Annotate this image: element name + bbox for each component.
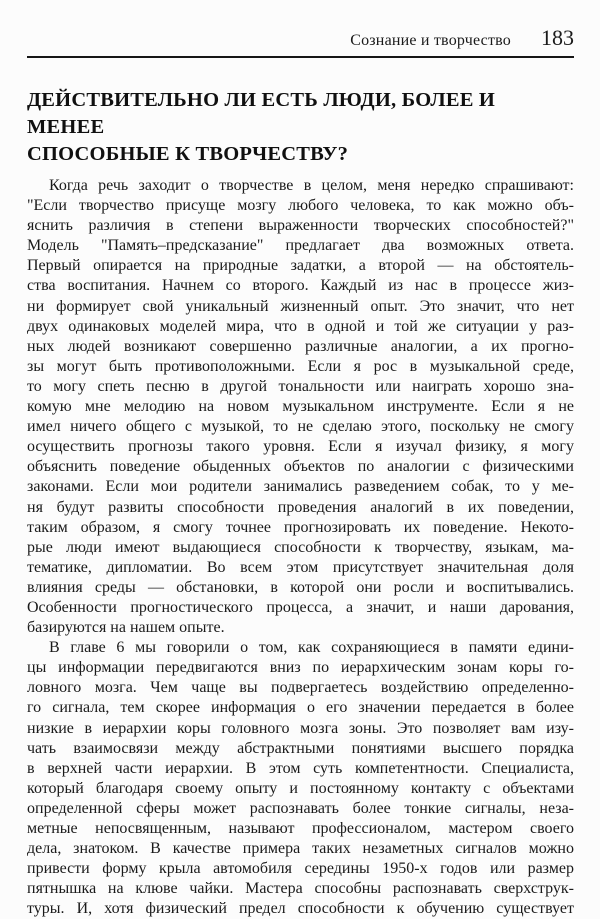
text-line: Первый опирается на природные задатки, а второй — на обстоятель- [27,257,574,275]
text-line: дела, знатоком. В качестве примера таких незаметных сигналов можно [27,840,574,858]
text-line: объяснить поведение обыденных объектов по аналогии с физическими [27,458,574,476]
text-line: законами. Если мои родители занимались разведением собак, то у ме- [27,478,574,496]
text-line: яснить различия в степени выраженности творческих способностей?" [27,217,574,235]
text-line: двух одинаковых моделей мира, что в одной и той же ситуации у раз- [27,317,574,335]
text-line: имел ничего общего с музыкой, то не сделаю этого, поскольку не смогу [27,418,574,436]
text-line: го сигнала, тем скорее информация о его значении передается в более [27,699,574,717]
text-line: таким образом, я смогу точнее прогнозировать их поведение. Некото- [27,518,574,536]
text-line: тематике, дипломатии. Во всем этом присутствует значительная доля [27,558,574,576]
text-line: цы информации передвигаются вниз по иерархическим зонам коры го- [27,659,574,677]
text-line: низкие в иерархии коры головного мозга зоны. Это позволяет вам изу- [27,719,574,737]
text-line: метные непосвященным, называют профессионалом, мастером своего [27,820,574,837]
text-line: ства воспитания. Начнем со второго. Каждый из нас в процессе жиз- [27,277,574,295]
text-line: привести форму крыла автомобиля середины 1950-х годов или размер [27,860,574,878]
body-text [27,176,574,919]
text-line: пятнышка на клюве чайки. Мастера способны распознавать сверхструк- [27,880,574,898]
text-line: комую мне мелодию на новом музыкальном инструменте. Если я не [27,398,574,416]
text-line: ловного мозга. Чем чаще вы подвергаетесь воздействию определенно- [27,679,574,697]
text-line: В главе 6 мы говорили о том, как сохраняющиеся в памяти едини- [49,639,574,657]
text-line: ни формирует свой уникальный жизненный опыт. Это значит, что нет [27,297,574,315]
running-title: Сознание и творчество [350,32,511,49]
text-line: то могу спеть песню в другой тональности или наиграть хорошо зна- [27,377,574,395]
text-line: определенной сферы может распознавать более тонкие сигналы, неза- [27,799,574,817]
text-line: в верхней части иерархии. В этом суть компетентности. Специалиста, [27,759,574,777]
text-line: туры. И, хотя физический предел способности к обучению существует [27,900,574,918]
section-heading [27,87,574,168]
text-line: ных людей возникают совершенно различные аналогии, а их прогно- [27,337,574,355]
heading-line: ДЕЙСТВИТЕЛЬНО ЛИ ЕСТЬ ЛЮДИ, БОЛЕЕ И МЕНЕЕ [27,89,496,138]
heading-line: СПОСОБНЫЕ К ТВОРЧЕСТВУ? [27,143,349,165]
text-line: зы могут быть противоположными. Если я рос в музыкальной среде, [27,357,574,375]
text-line: чать взаимосвязи между абстрактными понятиями высшего порядка [27,739,574,757]
page-number: 183 [541,25,574,50]
text-line: "Если творчество присуще мозгу любого человека, то как можно объ- [27,197,574,215]
header-rule [27,56,574,58]
text-line: Когда речь заходит о творчестве в целом, меня нередко спрашивают: [49,177,574,194]
text-line: базируются на нашем опыте. [27,619,225,637]
text-line: осуществить прогнозы такого уровня. Если я изучал физику, я могу [27,438,574,456]
text-line: ня будут развиты способности проведения аналогий в их поведении, [27,498,574,516]
paragraph [27,638,574,919]
text-line: рые люди имеют выдающиеся способности к творчеству, языкам, ма- [27,538,574,556]
paragraph [27,176,574,638]
text-line: влияния среды — обстановки, в которой они росли и воспитывались. [27,578,574,596]
text-line: Модель "Память–предсказание" предлагает два возможных ответа. [27,237,574,255]
page-header [27,0,574,51]
text-line: который благодаря своему опыту и постоянному контакту с объектами [27,779,574,797]
text-line: Особенности прогностического процесса, а значит, и наши дарования, [27,598,574,616]
